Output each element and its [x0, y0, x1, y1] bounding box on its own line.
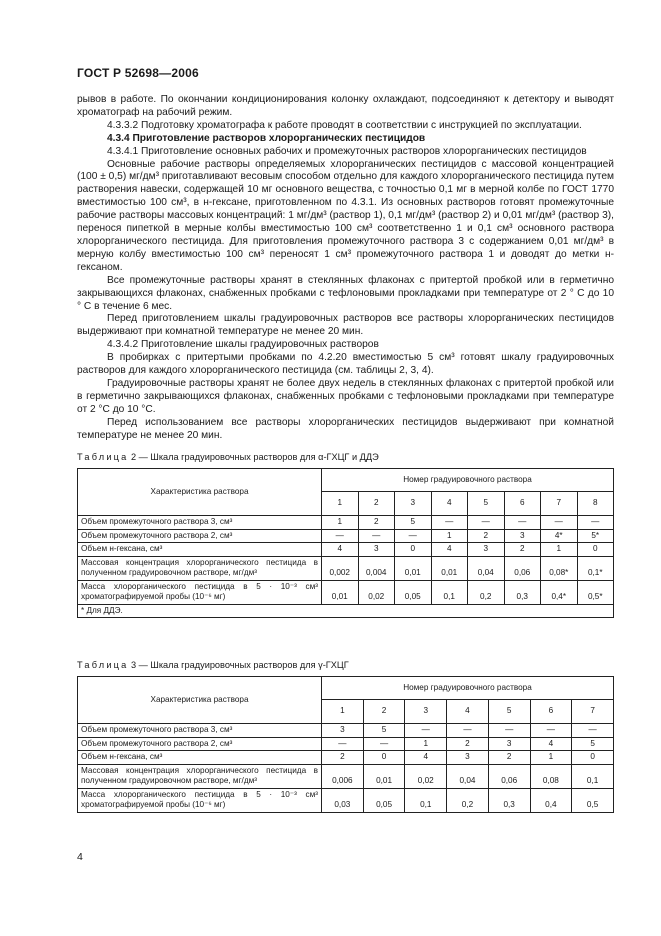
table-cell: — — [572, 724, 614, 738]
col-number: 7 — [572, 700, 614, 724]
paragraph: Перед использованием все растворы хлорорганических пестицидов выдерживают при комнатной температуре не менее 20 мин. — [77, 416, 614, 441]
table-cell: 1 — [530, 751, 572, 765]
table-cell: 2 — [447, 737, 489, 751]
table-cell: 0,4* — [541, 580, 578, 604]
col-number: 6 — [504, 492, 541, 516]
table-row — [78, 724, 614, 738]
table-cell: 0,06 — [504, 556, 541, 580]
table-row — [78, 580, 614, 604]
paragraph: В пробирках с притертыми пробками по 4.2.20 вместимостью 5 см³ готовят шкалу градуировочных растворов для каждого хлорорганического пестицида (см. таблицы 2, 3, 4). — [77, 352, 614, 377]
table-cell: 1 — [405, 737, 447, 751]
table-cell: 5 — [572, 737, 614, 751]
table-cell: — — [358, 529, 395, 543]
table-cell: 5* — [577, 529, 614, 543]
table-cell: 0 — [363, 751, 405, 765]
row-label: Массовая концентрация хлорорганического пестицида в полученном градуировочном растворе, мг/дм³ — [78, 764, 322, 788]
table-row — [78, 751, 614, 765]
table-cell: 4 — [530, 737, 572, 751]
table-cell: 3 — [358, 543, 395, 557]
table-cell: — — [541, 516, 578, 530]
table-cell: — — [530, 724, 572, 738]
table-cell: 1 — [541, 543, 578, 557]
table-cell: 3 — [504, 529, 541, 543]
col-number: 6 — [530, 700, 572, 724]
table-cell: 0,01 — [322, 580, 359, 604]
table-cell: — — [431, 516, 468, 530]
table-cell: 5 — [395, 516, 432, 530]
paragraph: рывов в работе. По окончании кондиционирования колонку охлаждают, подсоединяют к детектору и выводят хроматограф на рабочий режим. — [77, 94, 614, 118]
table-cell: 3 — [488, 737, 530, 751]
col-number: 5 — [488, 700, 530, 724]
table-cell: — — [468, 516, 505, 530]
table-cell: 0,002 — [322, 556, 359, 580]
paragraph: 4.3.3.2 Подготовку хроматографа к работе проводят в соответствии с инструкцией по эксплуатации. — [107, 119, 582, 131]
table-cell: 0 — [395, 543, 432, 557]
table-cell: 0,03 — [322, 788, 364, 812]
table-cell: 0 — [577, 543, 614, 557]
table-cell: 0,01 — [395, 556, 432, 580]
paragraph: Основные рабочие растворы определяемых хлорорганических пестицидов с массовой концентрацией (100 ± 0,5) мг/дм³ приготавливают весовым способом отдельно для каждого хлорорганического пестицида путем растворения навески, содержащей 10 мг основного вещества, с точностью 0,1 мг в мерной колбе по ГОСТ 1770 вместимостью 100 см³, в н-гексане, приготовленном по 4.3.1. Из основных растворов готовят промежуточные рабочие растворы массовых концентраций: 1 мг/дм³ (раствор 1), 0,1 мг/дм³ (раствор 2) и 0,01 мг/дм³ (раствор 3), перенося пипеткой в мерные колбы вместимостью 100 см³ соответственно 1 и 0,1 см³ основного раствора хлорорганического пестицида. Для приготовления промежуточного раствора 3 с содержанием 0,01 мг/дм³ в мерную колбу вместимостью 100 см³ переносят 1 см³ промежуточного раствора 1 и доводят до метки н-гексаном. — [77, 158, 614, 273]
table-cell: 4* — [541, 529, 578, 543]
col-number: 4 — [447, 700, 489, 724]
table-cell: 1 — [322, 516, 359, 530]
table-cell: — — [395, 529, 432, 543]
table-2 — [77, 468, 614, 618]
table-cell: 0,02 — [358, 580, 395, 604]
table-cell: 0,5* — [577, 580, 614, 604]
table-head-label: Характеристика раствора — [78, 469, 322, 516]
table-cell: — — [447, 724, 489, 738]
table-cell: — — [488, 724, 530, 738]
table-cell: 0,3 — [504, 580, 541, 604]
table-head-group: Номер градуировочного раствора — [322, 469, 614, 492]
table-cell: 4 — [431, 543, 468, 557]
col-number: 3 — [395, 492, 432, 516]
table-cell: 0,06 — [488, 764, 530, 788]
table-cell: 2 — [358, 516, 395, 530]
table-cell: 0,1 — [431, 580, 468, 604]
row-label: Массовая концентрация хлорорганического пестицида в полученном градуировочном растворе, мг/дм³ — [78, 556, 322, 580]
col-number: 1 — [322, 700, 364, 724]
table-3-caption: Таблица 3 — Шкала градуировочных растворов для γ-ГХЦГ — [77, 660, 349, 670]
table-cell: 5 — [363, 724, 405, 738]
table-cell: 0,5 — [572, 788, 614, 812]
subsection-heading: 4.3.4.1 Приготовление основных рабочих и промежуточных растворов хлорорганических пестицидов — [107, 145, 587, 157]
col-number: 4 — [431, 492, 468, 516]
col-number: 3 — [405, 700, 447, 724]
col-number: 2 — [363, 700, 405, 724]
table-cell: 3 — [447, 751, 489, 765]
table-cell: 3 — [468, 543, 505, 557]
table-cell: 0,006 — [322, 764, 364, 788]
table-cell: 0,1* — [577, 556, 614, 580]
row-label: Объем промежуточного раствора 3, см³ — [78, 516, 322, 530]
table-cell: 2 — [488, 751, 530, 765]
paragraph: Перед приготовлением шкалы градуировочных растворов все растворы хлорорганических пестицидов выдерживают при комнатной температуре не менее 20 мин. — [77, 313, 614, 338]
table-row — [78, 788, 614, 812]
table-cell: 0,08 — [530, 764, 572, 788]
table-cell: 2 — [468, 529, 505, 543]
paragraph: Градуировочные растворы хранят не более двух недель в стеклянных флаконах с притертой пробкой или в герметично закрывающихся флаконах, снабженных пробками с тефлоновыми прокладками при температуре от 2 °С до 10 °С. — [77, 377, 614, 415]
subsection-heading: 4.3.4.2 Приготовление шкалы градуировочных растворов — [107, 339, 379, 351]
row-label: Объем промежуточного раствора 2, см³ — [78, 529, 322, 543]
row-label: Объем промежуточного раствора 3, см³ — [78, 724, 322, 738]
table-cell: 0,004 — [358, 556, 395, 580]
table-cell: 0,2 — [447, 788, 489, 812]
table-row — [78, 737, 614, 751]
table-head-label: Характеристика раствора — [78, 677, 322, 724]
table-cell: 0,01 — [431, 556, 468, 580]
table-footnote: * Для ДДЭ. — [78, 604, 614, 618]
row-label: Объем н-гексана, см³ — [78, 543, 322, 557]
table-cell: 0,3 — [488, 788, 530, 812]
table-cell: 0,2 — [468, 580, 505, 604]
table-head-group: Номер градуировочного раствора — [322, 677, 614, 700]
table-cell: 2 — [322, 751, 364, 765]
col-number: 2 — [358, 492, 395, 516]
table-row — [78, 516, 614, 530]
section-heading: 4.3.4 Приготовление растворов хлорорганических пестицидов — [107, 132, 426, 144]
table-cell: 3 — [322, 724, 364, 738]
table-cell: 2 — [504, 543, 541, 557]
table-cell: 0,1 — [405, 788, 447, 812]
table-cell: — — [363, 737, 405, 751]
table-cell: — — [504, 516, 541, 530]
table-row — [78, 764, 614, 788]
table-cell: 0,04 — [468, 556, 505, 580]
table-row — [78, 529, 614, 543]
table-cell: 0,05 — [363, 788, 405, 812]
table-cell: 0 — [572, 751, 614, 765]
table-cell: — — [577, 516, 614, 530]
table-2-caption: Таблица 2 — Шкала градуировочных растворов для α-ГХЦГ и ДДЭ — [77, 452, 379, 462]
document-header: ГОСТ Р 52698—2006 — [77, 66, 199, 80]
col-number: 1 — [322, 492, 359, 516]
table-row — [78, 556, 614, 580]
table-cell: — — [405, 724, 447, 738]
paragraph: Все промежуточные растворы хранят в стеклянных флаконах с притертой пробкой или в герметично закрывающихся флаконах, снабженных пробками с тефлоновыми прокладками при температуре от 2 ° С до 10 ° С в течение 6 мес. — [77, 274, 614, 312]
page-number: 4 — [77, 851, 83, 863]
table-3 — [77, 676, 614, 813]
table-cell: 4 — [322, 543, 359, 557]
table-cell: 0,4 — [530, 788, 572, 812]
table-cell: — — [322, 737, 364, 751]
row-label: Объем н-гексана, см³ — [78, 751, 322, 765]
body-text — [77, 94, 614, 442]
table-row — [78, 543, 614, 557]
row-label: Масса хлорорганического пестицида в 5 · 10⁻³ см³ хроматографируемой пробы (10⁻⁶ мг) — [78, 580, 322, 604]
table-cell: 0,04 — [447, 764, 489, 788]
table-cell: 0,05 — [395, 580, 432, 604]
table-cell: 0,01 — [363, 764, 405, 788]
table-cell: 0,08* — [541, 556, 578, 580]
table-cell: 1 — [431, 529, 468, 543]
col-number: 8 — [577, 492, 614, 516]
row-label: Масса хлорорганического пестицида в 5 · 10⁻³ см³ хроматографируемой пробы (10⁻⁶ мг) — [78, 788, 322, 812]
table-cell: — — [322, 529, 359, 543]
col-number: 5 — [468, 492, 505, 516]
table-cell: 4 — [405, 751, 447, 765]
table-cell: 0,1 — [572, 764, 614, 788]
row-label: Объем промежуточного раствора 2, см³ — [78, 737, 322, 751]
col-number: 7 — [541, 492, 578, 516]
table-cell: 0,02 — [405, 764, 447, 788]
